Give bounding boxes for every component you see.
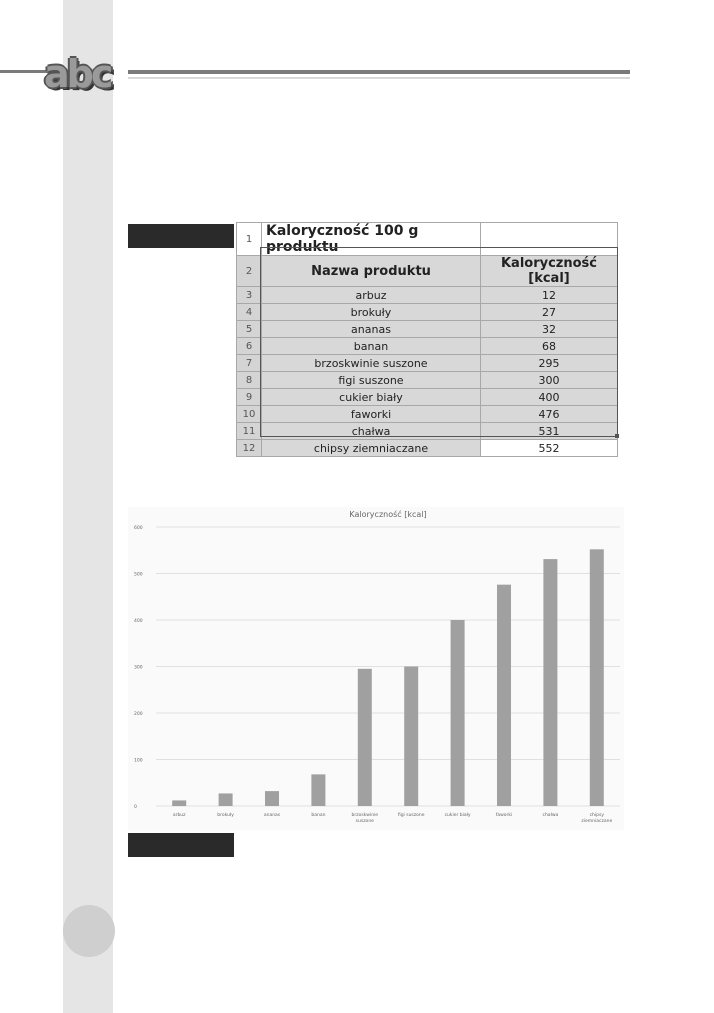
table-row xyxy=(237,423,618,440)
row-number[interactable]: 5 xyxy=(237,321,262,338)
row-number[interactable]: 6 xyxy=(237,338,262,355)
header-rule-right xyxy=(128,70,630,74)
page-sidebar xyxy=(63,0,113,1013)
row-number[interactable]: 12 xyxy=(237,440,262,457)
x-tick-label: banan xyxy=(311,813,326,818)
y-tick-label: 200 xyxy=(134,712,143,717)
x-tick-label: suszone xyxy=(355,819,374,824)
x-tick-label: faworki xyxy=(495,813,513,818)
calorie-value-cell[interactable]: 300 xyxy=(481,372,618,389)
row-number[interactable]: 9 xyxy=(237,389,262,406)
row-number[interactable]: 7 xyxy=(237,355,262,372)
chart-title: Kaloryczność [kcal] xyxy=(349,510,427,519)
product-name-cell[interactable]: banan xyxy=(262,338,481,355)
bar xyxy=(358,669,372,806)
figure-caption-bar-2 xyxy=(128,833,234,857)
page-number-circle xyxy=(63,905,115,957)
y-tick-label: 400 xyxy=(134,619,143,624)
bar xyxy=(311,774,325,806)
calorie-value-cell[interactable]: 552 xyxy=(481,440,618,457)
x-tick-label: figi suszone xyxy=(397,813,425,818)
sheet-title-cell[interactable]: Kaloryczność 100 g produktu xyxy=(262,223,481,256)
x-tick-label: arbuz xyxy=(172,813,186,818)
x-tick-label: ananas xyxy=(263,813,281,818)
header-rule-right-light xyxy=(128,77,630,79)
sheet-header-row xyxy=(237,256,618,287)
table-row xyxy=(237,287,618,304)
figure-caption-bar xyxy=(128,224,234,248)
x-tick-label: brokuły xyxy=(217,813,234,818)
product-name-cell[interactable]: chipsy ziemniaczane xyxy=(262,440,481,457)
product-name-cell[interactable]: arbuz xyxy=(262,287,481,304)
bar xyxy=(172,800,186,806)
calorie-value-cell[interactable]: 32 xyxy=(481,321,618,338)
abc-logo: abc xyxy=(44,52,111,96)
row-number[interactable]: 11 xyxy=(237,423,262,440)
product-name-cell[interactable]: brzoskwinie suszone xyxy=(262,355,481,372)
chart-svg xyxy=(128,507,624,830)
row-number[interactable]: 3 xyxy=(237,287,262,304)
bar xyxy=(497,585,511,806)
product-name-cell[interactable]: figi suszone xyxy=(262,372,481,389)
product-name-cell[interactable]: ananas xyxy=(262,321,481,338)
table-row xyxy=(237,389,618,406)
spreadsheet-table xyxy=(236,222,618,457)
table-row xyxy=(237,304,618,321)
calorie-value-cell[interactable]: 400 xyxy=(481,389,618,406)
row-number[interactable]: 4 xyxy=(237,304,262,321)
x-tick-label: chałwa xyxy=(542,813,559,818)
calorie-value-cell[interactable]: 295 xyxy=(481,355,618,372)
product-name-cell[interactable]: faworki xyxy=(262,406,481,423)
table-row xyxy=(237,440,618,457)
y-tick-label: 100 xyxy=(134,758,143,764)
bar xyxy=(451,620,465,806)
bar xyxy=(404,667,418,807)
y-tick-label: 0 xyxy=(134,805,137,810)
header-rule-left xyxy=(0,70,50,73)
calorie-value-cell[interactable]: 531 xyxy=(481,423,618,440)
product-name-cell[interactable]: brokuły xyxy=(262,304,481,321)
sheet-title-row xyxy=(237,223,618,256)
row-number[interactable]: 10 xyxy=(237,406,262,423)
header-name-cell[interactable]: Nazwa produktu xyxy=(262,256,481,287)
row-number[interactable]: 8 xyxy=(237,372,262,389)
fill-handle[interactable] xyxy=(615,434,619,438)
bar xyxy=(590,549,604,806)
header-value-cell[interactable]: Kaloryczność [kcal] xyxy=(481,256,618,287)
product-name-cell[interactable]: chałwa xyxy=(262,423,481,440)
product-name-cell[interactable]: cukier biały xyxy=(262,389,481,406)
table-row xyxy=(237,338,618,355)
table-row xyxy=(237,355,618,372)
y-tick-label: 500 xyxy=(134,572,143,578)
calorie-value-cell[interactable]: 476 xyxy=(481,406,618,423)
table-row xyxy=(237,406,618,423)
bar xyxy=(265,791,279,806)
calorie-value-cell[interactable]: 68 xyxy=(481,338,618,355)
y-tick-label: 300 xyxy=(134,665,143,671)
table-row xyxy=(237,372,618,389)
table-row xyxy=(237,321,618,338)
calorie-value-cell[interactable]: 12 xyxy=(481,287,618,304)
x-tick-label: brzoskwinie xyxy=(351,813,379,818)
row-number[interactable]: 1 xyxy=(237,223,262,256)
calorie-value-cell[interactable]: 27 xyxy=(481,304,618,321)
x-tick-label: ziemniaczane xyxy=(581,819,613,824)
bar xyxy=(219,793,233,806)
row-number[interactable]: 2 xyxy=(237,256,262,287)
y-tick-label: 600 xyxy=(134,526,143,531)
empty-cell[interactable] xyxy=(481,223,618,256)
x-tick-label: cukier biały xyxy=(444,813,471,818)
bar xyxy=(543,559,557,806)
calorie-chart xyxy=(128,507,624,830)
x-tick-label: chipsy xyxy=(589,813,605,818)
